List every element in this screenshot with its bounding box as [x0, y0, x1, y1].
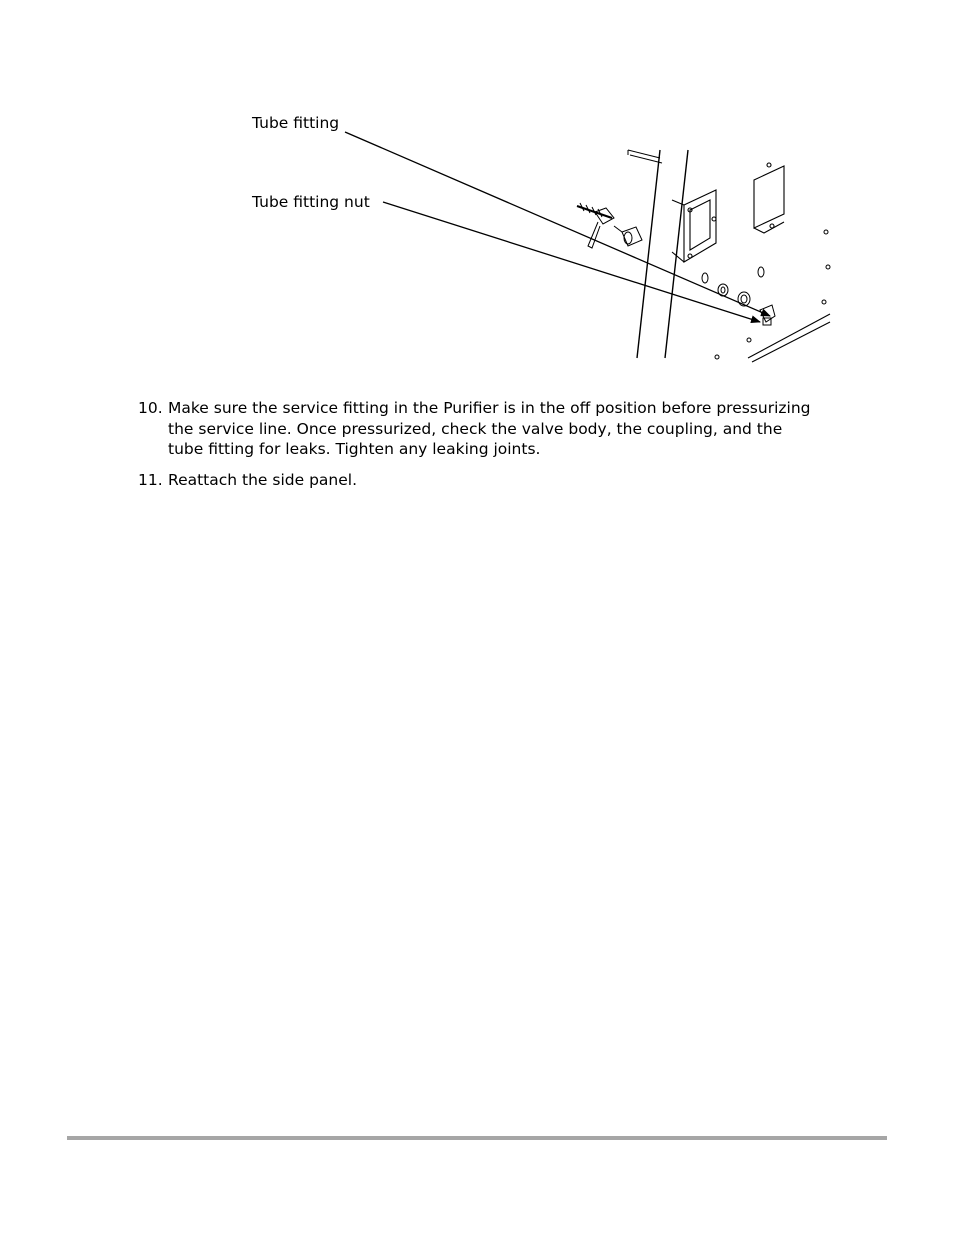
fitting-components: [702, 273, 775, 325]
step-item: [138, 470, 818, 491]
service-fitting-illustration: [0, 0, 954, 380]
lower-panel-edge: [748, 314, 830, 362]
step-text: Make sure the service fitting in the Purifier is in the off position before pressurizing the service line. Once pressurized, check the valve body, the coupling, and the tube fitting for leaks. Tighten any leaking joints.: [168, 399, 811, 458]
panel-holes: [715, 230, 830, 359]
panel-opening: [672, 190, 716, 262]
callout-leader-tube-fitting-nut: [383, 202, 760, 322]
step-text: Reattach the side panel.: [168, 470, 358, 489]
electrical-box: [754, 163, 784, 233]
callout-label-tube-fitting: Tube fitting: [252, 114, 340, 132]
frame-post: [637, 150, 688, 358]
step-number: 11.: [138, 470, 163, 489]
procedure-steps: [138, 398, 818, 500]
callout-label-tube-fitting-nut: Tube fitting nut: [252, 193, 370, 211]
service-valve: [577, 203, 642, 248]
footer-divider: [67, 1136, 887, 1140]
top-bracket: [628, 150, 662, 163]
callout-leader-tube-fitting: [345, 132, 770, 316]
step-number: 10.: [138, 399, 163, 417]
step-item: [138, 398, 818, 460]
